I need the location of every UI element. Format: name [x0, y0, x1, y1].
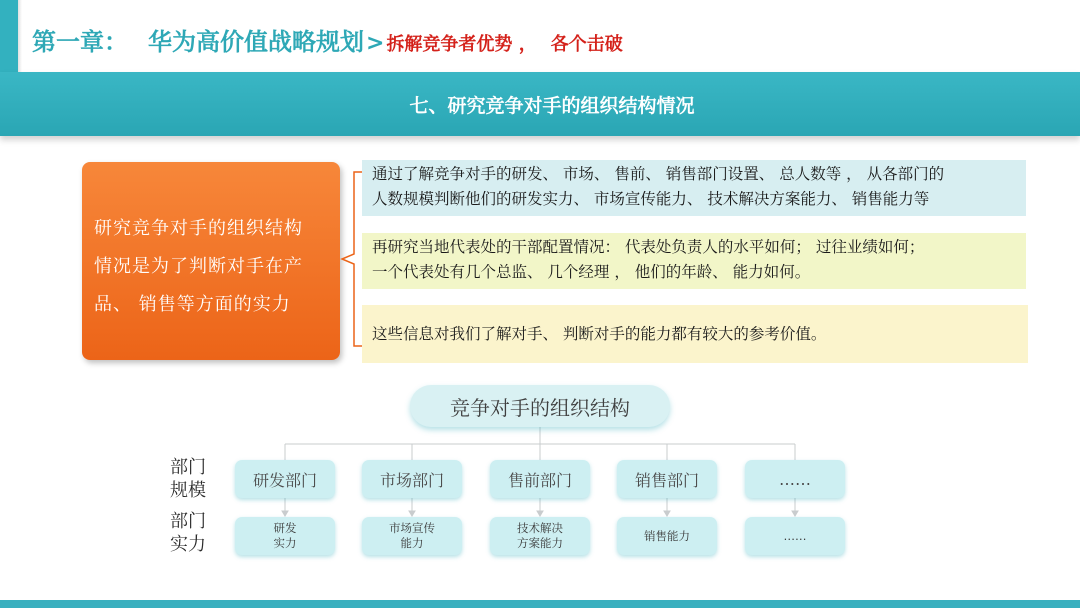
dept-label: 售前部门 [507, 470, 572, 490]
summary-line: 品、 销售等方面的实力 [94, 294, 291, 315]
capability-box-rnd [235, 517, 335, 555]
slide-header [32, 22, 623, 58]
capability-line: 市场宣传 [389, 521, 435, 535]
course-title: 华为高价值战略规划 [148, 28, 364, 56]
dept-box-presales [490, 460, 590, 498]
org-chart-root-label: 竞争对手的组织结构 [450, 395, 630, 420]
summary-line: 情况是为了判断对手在产 [94, 256, 303, 277]
capability-line: 技术解决 [517, 521, 563, 535]
summary-box [82, 162, 340, 360]
capability-line: 研发 [273, 521, 297, 535]
header-accent-bar [0, 0, 18, 72]
dept-box-sales [617, 460, 717, 498]
row-label-line: 部门 [170, 457, 206, 478]
capability-line: 能力 [400, 536, 424, 550]
capability-line: 销售能力 [644, 528, 690, 543]
row-label-line: 规模 [170, 480, 206, 501]
info-line: 人数规模判断他们的研发实力、 市场宣传能力、 技术解决方案能力、 销售能力等 [372, 190, 930, 208]
capability-box-more [745, 517, 845, 555]
info-line: 这些信息对我们了解对手、 判断对手的能力都有较大的参考价值。 [372, 325, 827, 343]
info-line: 通过了解竞争对手的研发、 市场、 售前、 销售部门设置、 总人数等 ， 从各部门的 [372, 165, 945, 183]
header-accent-shadow [18, 0, 22, 72]
dept-label: 研发部门 [252, 470, 317, 490]
chapter-label: 第一章： [32, 28, 128, 56]
summary-line: 研究竞争对手的组织结构 [94, 218, 303, 239]
org-chart-root [410, 385, 670, 427]
arrow-icon: > [366, 31, 385, 56]
capability-box-sales [617, 517, 717, 555]
subtitle-part1: 拆解竞争者优势 ， [386, 34, 537, 55]
row-label-line: 部门 [170, 511, 206, 532]
row-label-dept-size [166, 456, 210, 502]
info-item [362, 305, 1028, 363]
subtitle-part2: 各个击破 [550, 34, 623, 55]
dept-box-more [745, 460, 845, 498]
dept-box-rnd [235, 460, 335, 498]
dept-box-marketing [362, 460, 462, 498]
info-item [362, 233, 1026, 289]
capability-box-presales [490, 517, 590, 555]
dept-label: …… [779, 469, 811, 489]
info-line: 再研究当地代表处的干部配置情况： 代表处负责人的水平如何； 过往业绩如何； [372, 238, 925, 256]
info-line: 一个代表处有几个总监、 几个经理 ， 他们的年龄、 能力如何。 [372, 263, 811, 281]
row-label-line: 实力 [170, 534, 206, 555]
dept-label: 市场部门 [379, 470, 444, 490]
section-banner [0, 72, 1080, 136]
info-item [362, 160, 1026, 216]
dept-label: 销售部门 [634, 470, 699, 490]
capability-line: 实力 [273, 536, 297, 550]
capability-line: …… [783, 528, 807, 543]
capability-box-marketing [362, 517, 462, 555]
row-label-dept-strength [166, 510, 210, 556]
capability-line: 方案能力 [517, 536, 563, 550]
section-title: 七、研究竞争对手的组织结构情况 [409, 94, 695, 117]
footer-bar [0, 600, 1080, 608]
